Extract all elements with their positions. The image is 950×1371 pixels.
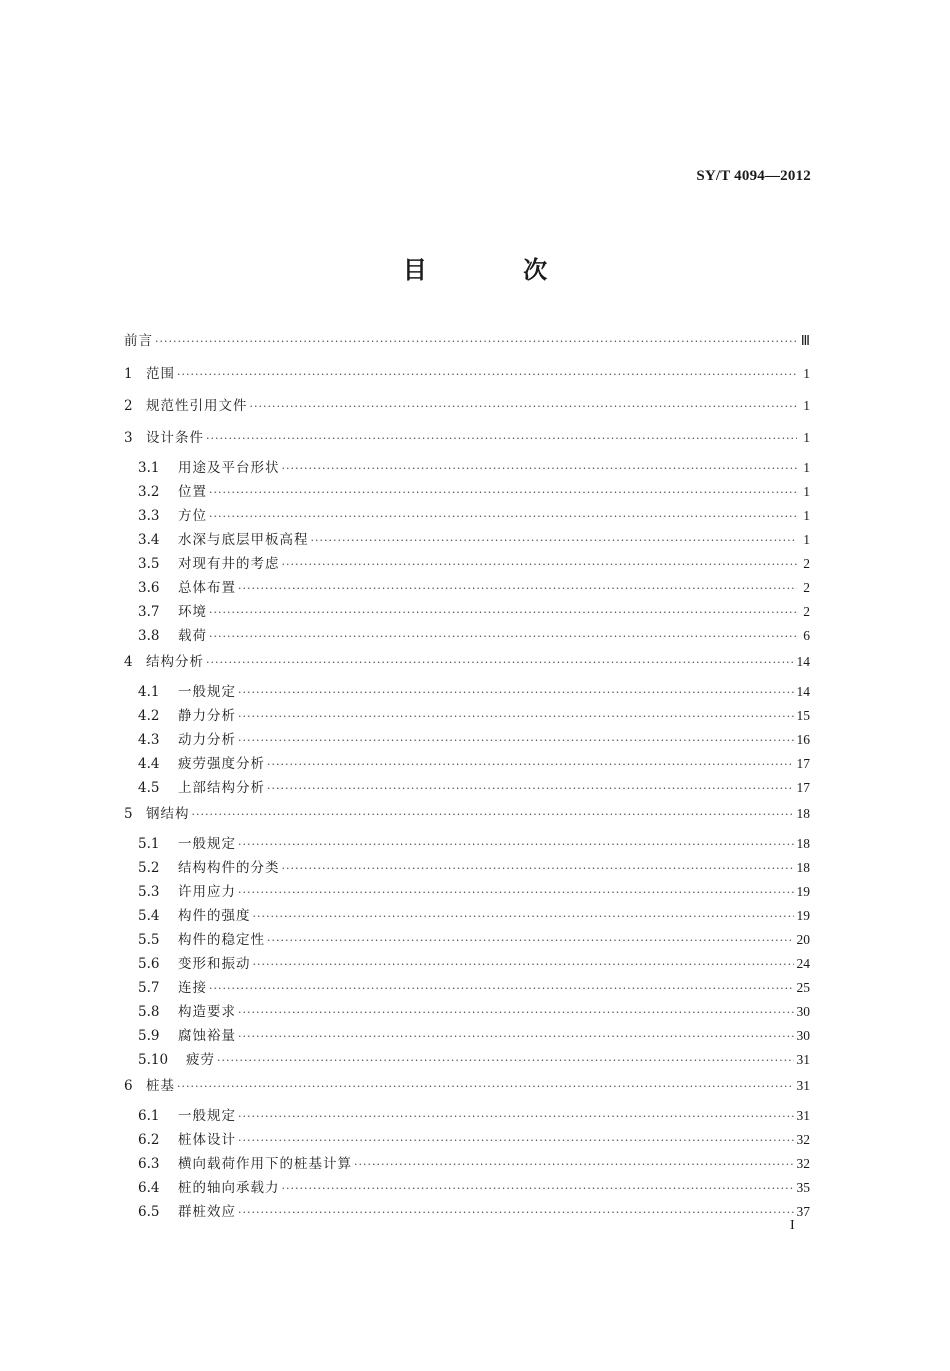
toc-entry[interactable] [124, 704, 810, 728]
toc-entry-page: 1 [803, 484, 810, 499]
toc-entry-label: 许用应力 [178, 884, 236, 900]
toc-leader-dots [282, 1177, 794, 1201]
toc-entry-number: 5.5 [138, 932, 160, 948]
toc-entry[interactable] [124, 1176, 810, 1200]
toc-leader-dots [238, 681, 794, 705]
toc-entry-label: 结构分析 [146, 654, 204, 670]
toc-entry-number: 4.5 [138, 780, 160, 796]
toc-leader-dots [209, 481, 797, 505]
toc-leader-dots [282, 553, 798, 577]
toc-entry-label: 构造要求 [178, 1004, 236, 1020]
toc-entry-page: 32 [796, 1132, 810, 1147]
toc-entry[interactable] [124, 1128, 810, 1152]
toc-entry-label: 总体布置 [178, 580, 236, 596]
toc-entry-number: 4.1 [138, 684, 160, 700]
toc-entry-label: 静力分析 [178, 708, 236, 724]
toc-entry-number: 5.2 [138, 860, 160, 876]
toc-entry-number: 6 [124, 1078, 133, 1094]
toc-entry-label: 桩的轴向承载力 [178, 1180, 280, 1196]
toc-entry-page: 1 [803, 532, 810, 547]
toc-entry-number: 4.4 [138, 756, 160, 772]
toc-entry-page: 18 [796, 836, 810, 851]
toc-leader-dots [238, 1001, 794, 1025]
toc-entry[interactable] [124, 1072, 810, 1104]
toc-entry[interactable] [124, 648, 810, 680]
toc-leader-dots [238, 577, 797, 601]
toc-entry-page: 35 [796, 1180, 810, 1195]
toc-entry[interactable] [124, 952, 810, 976]
toc-leader-dots [253, 953, 794, 977]
toc-entry[interactable] [124, 528, 810, 552]
toc-entry-number: 5.9 [138, 1028, 160, 1044]
toc-entry-label: 钢结构 [146, 806, 190, 822]
toc-entry-label: 构件的稳定性 [178, 932, 265, 948]
toc-entry-page: 18 [796, 806, 810, 821]
toc-leader-dots [238, 833, 794, 857]
toc-entry-page: 14 [796, 684, 810, 699]
toc-entry-number: 2 [124, 398, 133, 414]
toc-entry-label: 载荷 [178, 628, 207, 644]
toc-entry-page: 19 [796, 908, 810, 923]
toc-entry[interactable] [124, 752, 810, 776]
toc-entry-label: 桩体设计 [178, 1132, 236, 1148]
toc-leader-dots [155, 328, 797, 356]
toc-leader-dots [238, 881, 794, 905]
toc-entry-page: 6 [803, 628, 810, 643]
toc-entry-label: 结构构件的分类 [178, 860, 280, 876]
toc-entry-label: 规范性引用文件 [146, 398, 248, 414]
toc-leader-dots [238, 705, 794, 729]
toc-leader-dots [311, 529, 798, 553]
toc-entry-number: 5.8 [138, 1004, 160, 1020]
toc-entry-label: 范围 [146, 366, 175, 382]
toc-leader-dots [238, 729, 794, 753]
toc-entry-page: 2 [803, 556, 810, 571]
toc-entry-number: 3.4 [138, 532, 160, 548]
toc-leader-dots [238, 1201, 794, 1225]
toc-entry-label: 位置 [178, 484, 207, 500]
toc-entry[interactable] [124, 1200, 810, 1224]
toc-entry[interactable] [124, 576, 810, 600]
toc-entry-label: 水深与底层甲板高程 [178, 532, 309, 548]
toc-leader-dots [267, 753, 794, 777]
toc-entry[interactable] [124, 480, 810, 504]
toc-entry-page: 1 [803, 460, 810, 475]
toc-entry-page: 17 [796, 756, 810, 771]
toc-entry[interactable] [124, 1048, 810, 1072]
toc-entry[interactable] [124, 456, 810, 480]
toc-entry[interactable] [124, 1000, 810, 1024]
toc-entry-page: 32 [796, 1156, 810, 1171]
toc-entry-page: 16 [796, 732, 810, 747]
toc-leader-dots [238, 1129, 794, 1153]
toc-entry-label: 前言 [124, 333, 153, 349]
toc-leader-dots [209, 601, 797, 625]
page-number: I [790, 1218, 795, 1233]
toc-entry-page: 30 [796, 1004, 810, 1019]
toc-entry-label: 环境 [178, 604, 207, 620]
toc-entry-number: 5.4 [138, 908, 160, 924]
toc-entry-number: 6.3 [138, 1156, 160, 1172]
toc-entry-number: 5.1 [138, 836, 160, 852]
toc-entry[interactable] [124, 360, 810, 392]
toc-entry[interactable] [124, 928, 810, 952]
toc-entry-label: 用途及平台形状 [178, 460, 280, 476]
toc-leader-dots [177, 361, 797, 389]
toc-entry-page: 15 [796, 708, 810, 723]
toc-entry-page: 1 [803, 366, 810, 381]
toc-entry[interactable] [124, 728, 810, 752]
toc-entry[interactable] [124, 504, 810, 528]
toc-entry-label: 疲劳强度分析 [178, 756, 265, 772]
toc-entry-page: 1 [803, 430, 810, 445]
toc-entry-number: 6.5 [138, 1204, 160, 1220]
toc-entry[interactable] [124, 600, 810, 624]
toc-entry-number: 3.5 [138, 556, 160, 572]
toc-entry-page: 19 [796, 884, 810, 899]
toc-leader-dots [209, 625, 797, 649]
toc-entry[interactable] [124, 1104, 810, 1128]
toc-entry-number: 3.6 [138, 580, 160, 596]
toc-leader-dots [267, 929, 794, 953]
toc-entry-page: 1 [803, 508, 810, 523]
toc-leader-dots [267, 777, 794, 801]
toc-entry-number: 5.10 [138, 1052, 169, 1068]
toc-entry-page: 17 [796, 780, 810, 795]
toc-entry-label: 桩基 [146, 1078, 175, 1094]
toc-entry-page: 31 [796, 1078, 810, 1093]
toc-entry-label: 连接 [178, 980, 207, 996]
toc-entry-page: 25 [796, 980, 810, 995]
toc-entry-label: 对现有井的考虑 [178, 556, 280, 572]
toc-entry-number: 4.2 [138, 708, 160, 724]
toc-entry-number: 5.7 [138, 980, 160, 996]
toc-entry[interactable] [124, 680, 810, 704]
toc-entry-number: 6.2 [138, 1132, 160, 1148]
toc-entry[interactable] [124, 976, 810, 1000]
toc-entry-number: 5 [124, 806, 133, 822]
toc-leader-dots [282, 857, 794, 881]
toc-entry[interactable] [124, 624, 810, 648]
toc-entry-label: 横向载荷作用下的桩基计算 [178, 1156, 352, 1172]
toc-entry[interactable] [124, 424, 810, 456]
toc-entry-page: 24 [796, 956, 810, 971]
toc-leader-dots [282, 457, 798, 481]
toc-leader-dots [354, 1153, 794, 1177]
toc-entry[interactable] [124, 552, 810, 576]
toc-entry[interactable] [124, 776, 810, 800]
toc-leader-dots [253, 905, 794, 929]
toc-entry[interactable] [124, 904, 810, 928]
toc-entry[interactable] [124, 327, 810, 360]
toc-leader-dots [206, 425, 797, 453]
toc-entry-label: 一般规定 [178, 836, 236, 852]
toc-entry-page: Ⅲ [800, 333, 810, 348]
toc-entry-label: 构件的强度 [178, 908, 251, 924]
toc-entry-page: 18 [796, 860, 810, 875]
toc-entry[interactable] [124, 800, 810, 832]
toc-entry[interactable] [124, 392, 810, 424]
toc-entry-number: 4.3 [138, 732, 160, 748]
toc-entry-page: 20 [796, 932, 810, 947]
toc-title: 目 次 [402, 255, 592, 284]
toc-entry[interactable] [124, 880, 810, 904]
toc-entry-number: 3.8 [138, 628, 160, 644]
table-of-contents [124, 327, 810, 1224]
toc-leader-dots [250, 393, 798, 421]
toc-leader-dots [177, 1073, 794, 1101]
toc-entry-label: 上部结构分析 [178, 780, 265, 796]
toc-entry-label: 动力分析 [178, 732, 236, 748]
toc-entry-label: 一般规定 [178, 684, 236, 700]
toc-entry-label: 腐蚀裕量 [178, 1028, 236, 1044]
toc-entry-number: 3.7 [138, 604, 160, 620]
toc-entry[interactable] [124, 1024, 810, 1048]
toc-entry-label: 一般规定 [178, 1108, 236, 1124]
toc-entry[interactable] [124, 832, 810, 856]
toc-entry-page: 30 [796, 1028, 810, 1043]
toc-entry-number: 3.1 [138, 460, 160, 476]
toc-entry-page: 2 [803, 604, 810, 619]
toc-entry-number: 3.3 [138, 508, 160, 524]
toc-entry-page: 2 [803, 580, 810, 595]
toc-leader-dots [192, 801, 794, 829]
toc-entry-label: 方位 [178, 508, 207, 524]
toc-entry-label: 群桩效应 [178, 1204, 236, 1220]
toc-leader-dots [238, 1025, 794, 1049]
toc-leader-dots [217, 1049, 794, 1073]
toc-leader-dots [238, 1105, 794, 1129]
toc-entry-number: 5.6 [138, 956, 160, 972]
toc-entry-number: 5.3 [138, 884, 160, 900]
toc-leader-dots [206, 649, 794, 677]
toc-entry-number: 1 [124, 366, 133, 382]
toc-entry[interactable] [124, 1152, 810, 1176]
document-code: SY/T 4094—2012 [696, 168, 811, 184]
toc-entry-number: 6.4 [138, 1180, 160, 1196]
toc-entry-label: 设计条件 [146, 430, 204, 446]
toc-entry-page: 31 [796, 1052, 810, 1067]
toc-entry-page: 14 [796, 654, 810, 669]
toc-entry-number: 4 [124, 654, 133, 670]
toc-leader-dots [209, 977, 794, 1001]
toc-entry-page: 37 [796, 1204, 810, 1219]
toc-entry-page: 1 [803, 398, 810, 413]
toc-entry-number: 3.2 [138, 484, 160, 500]
toc-entry-page: 31 [796, 1108, 810, 1123]
toc-entry-label: 变形和振动 [178, 956, 251, 972]
toc-entry-label: 疲劳 [186, 1052, 215, 1068]
toc-leader-dots [209, 505, 797, 529]
toc-entry-number: 3 [124, 430, 133, 446]
toc-entry-number: 6.1 [138, 1108, 160, 1124]
toc-entry[interactable] [124, 856, 810, 880]
